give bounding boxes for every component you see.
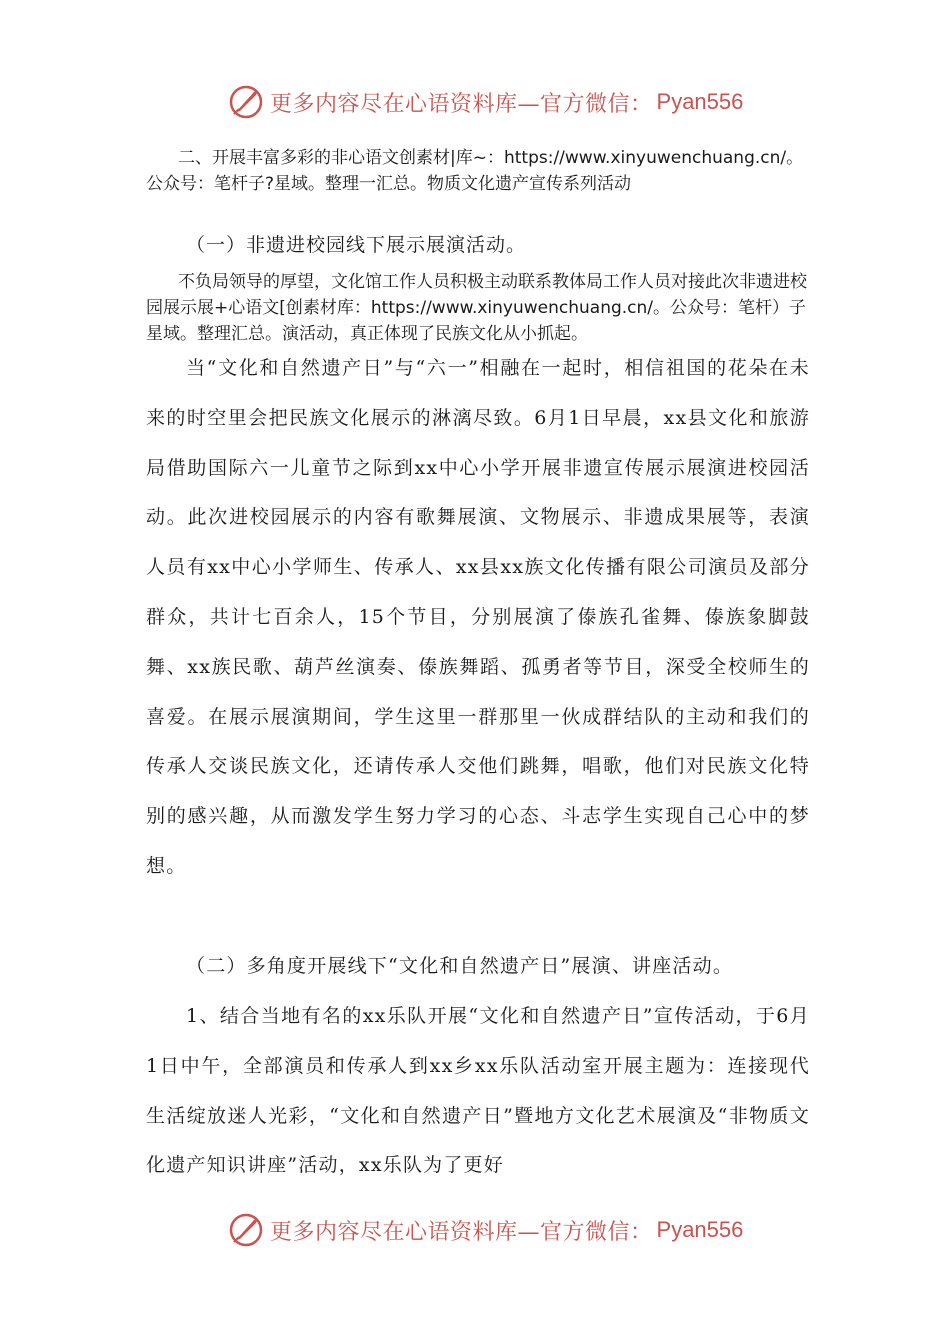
paragraph-4: 1、结合当地有名的xx乐队开展“文化和自然遗产日”宣传活动，于6月1日中午，全部演员和传承人到xx乡xx乐队活动室开展主题为：连接现代生活绽放迷人光彩，“文化和自然遗产日”暨地方文化艺术展演及“非物质文化遗产知识讲座”活动，xx乐队为了更好 bbox=[146, 1005, 810, 1177]
section-heading-1: （一）非遗进校园线下展示展演活动。 bbox=[186, 234, 527, 256]
banner-text: 更多内容尽在心语资料库—官方微信： bbox=[270, 1219, 653, 1245]
quill-logo-icon bbox=[228, 1212, 264, 1248]
paragraph-3: 当“文化和自然遗产日”与“六一”相融在一起时，相信祖国的花朵在未来的时空里会把民族文化展示的淋漓尽致。6月1日早晨，xx县文化和旅游局借助国际六一儿童节之际到xx中心小学开展非遗宣传展示展演进校园活动。此次进校园展示的内容有歌舞展演、文物展示、非遗成果展等，表演人员有xx中心小学师生、传承人、xx县xx族文化传播有限公司演员及部分群众，共计七百余人，15个节目，分别展演了傣族孔雀舞、傣族象脚鼓舞、xx族民歌、葫芦丝演奏、傣族舞蹈、孤勇者等节目，深受全校师生的喜爱。在展示展演期间，学生这里一群那里一伙成群结队的主动和我们的传承人交谈民族文化，还请传承人交他们跳舞，唱歌，他们对民族文化特别的感兴趣，从而激发学生努力学习的心态、斗志学生实现自己心中的梦想。 bbox=[146, 357, 810, 877]
section-heading-2: （二）多角度开展线下“文化和自然遗产日”展演、讲座活动。 bbox=[186, 955, 734, 977]
paragraph-2: 不负局领导的厚望，文化馆工作人员积极主动联系教体局工作人员对接此次非遗进校园展示展+心语文[创素材库：https://www.xinyuwenchuang.cn/。公众号：笔杆）子星域。整理汇总。演活动，真正体现了民族文化从小抓起。 bbox=[146, 272, 807, 344]
header-banner bbox=[228, 80, 748, 124]
paragraph-intro: 二、开展丰富多彩的非心语文创素材|库~：https://www.xinyuwenchuang.cn/。公众号：笔杆子?星域。整理一汇总。物质文化遗产宣传系列活动 bbox=[146, 148, 804, 194]
wechat-id: Pyan556 bbox=[656, 89, 744, 114]
wechat-id: Pyan556 bbox=[656, 1217, 744, 1242]
footer-banner bbox=[228, 1208, 748, 1252]
banner-text: 更多内容尽在心语资料库—官方微信： bbox=[270, 91, 653, 117]
quill-logo-icon bbox=[228, 84, 264, 120]
